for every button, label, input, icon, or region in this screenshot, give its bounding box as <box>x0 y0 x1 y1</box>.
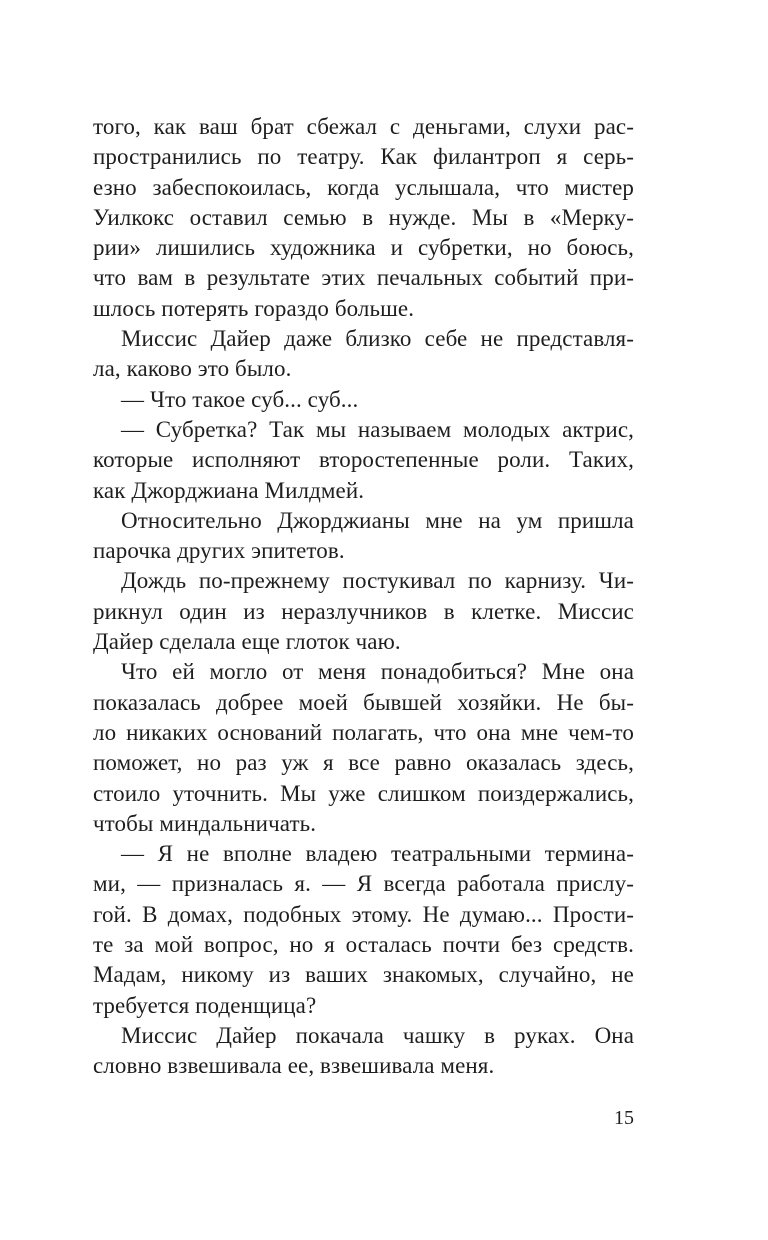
text-line: Дождь по-прежнему постукивал по карнизу. Чи- <box>121 568 634 594</box>
text-line: Относительно Джорджианы мне на ум пришла <box>121 507 634 533</box>
text-line: езно забеспокоилась, когда услышала, что мистер <box>93 174 634 200</box>
paragraph <box>93 506 634 567</box>
text-line: рии» лишились художника и субретки, но боюсь, <box>93 235 634 261</box>
page-number: 15 <box>614 1107 634 1129</box>
text-line: — Что такое суб... суб... <box>121 386 359 412</box>
text-line: рикнул один из неразлучников в клетке. Миссис <box>93 598 634 624</box>
text-line: Миссис Дайер покачала чашку в руках. Она <box>121 1022 634 1048</box>
paragraph <box>93 839 634 1021</box>
paragraph <box>93 324 634 385</box>
paragraph <box>93 385 634 415</box>
paragraph <box>93 566 634 657</box>
text-line: того, как ваш брат сбежал с деньгами, слухи рас- <box>93 114 634 139</box>
text-block <box>93 112 634 1082</box>
text-line: как Джорджиана Милдмей. <box>93 477 365 503</box>
text-line: те за мой вопрос, но я осталась почти без средств. <box>93 932 634 958</box>
text-line: — Субретка? Так мы называем молодых актрис, <box>121 416 634 442</box>
text-line: пространились по театру. Как филантроп я серь- <box>93 144 634 170</box>
paragraph <box>93 657 634 839</box>
text-line: ми, — призналась я. — Я всегда работала прислу- <box>93 871 634 897</box>
text-line: ла, каково это было. <box>93 356 292 382</box>
text-line: Уилкокс оставил семью в нужде. Мы в «Мерку- <box>93 204 634 230</box>
text-line: парочка других эпитетов. <box>93 538 345 564</box>
text-line: требуется поденщица? <box>93 992 317 1018</box>
text-line: — Я не вполне владею театральными термина- <box>121 841 634 867</box>
text-line: чтобы миндальничать. <box>93 810 317 836</box>
text-line: показалась добрее моей бывшей хозяйки. Не бы- <box>93 689 634 715</box>
text-line: Мадам, никому из ваших знакомых, случайно, не <box>93 962 634 988</box>
text-line: Что ей могло от меня понадобиться? Мне она <box>121 659 634 685</box>
text-line: что вам в результате этих печальных событий при- <box>93 265 634 291</box>
text-line: словно взвешивала ее, взвешивала меня. <box>93 1053 495 1079</box>
text-line: ло никаких оснований полагать, что она мне чем-то <box>93 719 634 745</box>
text-line: которые исполняют второстепенные роли. Таких, <box>93 447 634 473</box>
paragraph <box>93 415 634 506</box>
text-line: шлось потерять гораздо больше. <box>93 295 415 321</box>
text-line: стоило уточнить. Мы уже слишком поиздержались, <box>93 780 634 806</box>
text-line: гой. В домах, подобных этому. Не думаю... Прости- <box>93 901 634 927</box>
text-line: поможет, но раз уж я все равно оказалась здесь, <box>93 750 634 776</box>
text-line: Миссис Дайер даже близко себе не представля- <box>121 326 634 352</box>
paragraph <box>93 1021 634 1082</box>
paragraph <box>93 112 634 324</box>
text-line: Дайер сделала еще глоток чаю. <box>93 629 401 655</box>
